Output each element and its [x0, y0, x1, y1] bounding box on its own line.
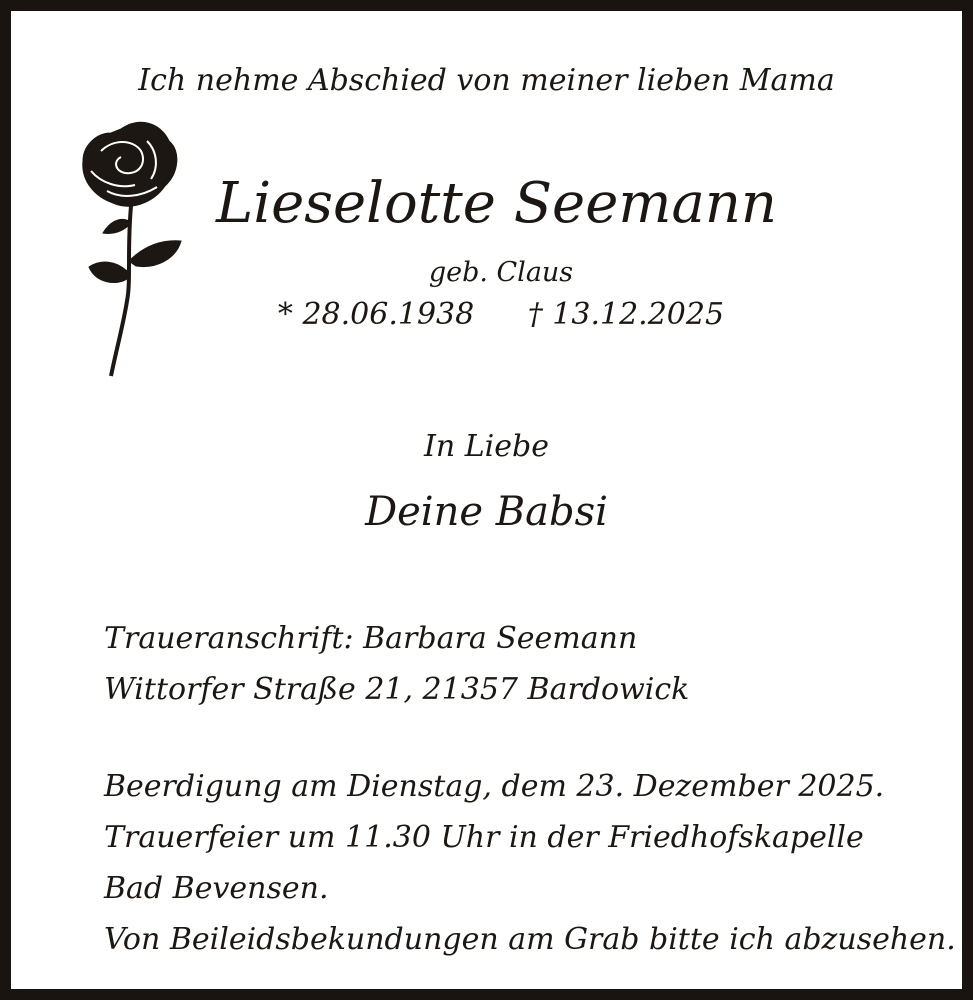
funeral-line: Bad Bevensen. [104, 871, 329, 906]
obituary-card [11, 11, 962, 989]
funeral-line: Von Beileidsbekundungen am Grab bitte ich abzusehen. [104, 922, 956, 957]
funeral-details [104, 761, 956, 965]
intro-line: Ich nehme Abschied von meiner lieben Mama [138, 63, 835, 98]
address-line: Traueranschrift: Barbara Seemann [104, 621, 638, 656]
deceased-name: Lieselotte Seemann [216, 171, 777, 236]
signature: Deine Babsi [365, 489, 608, 535]
closing-line: In Liebe [424, 429, 549, 464]
life-dates [161, 297, 841, 332]
death-date: † 13.12.2025 [527, 297, 725, 332]
birth-name: geb. Claus [428, 257, 574, 288]
mourning-address [104, 613, 689, 715]
birth-date: * 28.06.1938 [277, 297, 475, 332]
funeral-line: Trauerfeier um 11.30 Uhr in der Friedhofskapelle [104, 820, 864, 855]
funeral-line: Beerdigung am Dienstag, dem 23. Dezember 2025. [104, 769, 885, 804]
rose-icon [61, 111, 201, 381]
address-line: Wittorfer Straße 21, 21357 Bardowick [104, 672, 690, 707]
